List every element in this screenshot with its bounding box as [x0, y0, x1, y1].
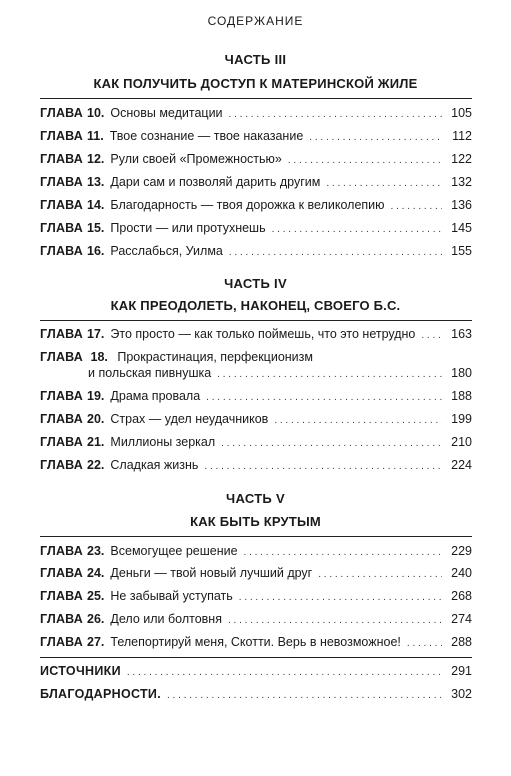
chapter-number: 18. [90, 350, 108, 364]
dot-leader [127, 666, 442, 680]
page-number: 136 [451, 198, 472, 212]
toc-entry[interactable] [40, 542, 472, 560]
chapter-number: 15. [87, 221, 105, 235]
chapter-number: 14. [87, 198, 105, 212]
toc-entry[interactable] [40, 325, 472, 343]
page-number: 132 [451, 175, 472, 189]
dot-leader [228, 614, 442, 628]
chapter-title-continuation: и польская пивнушка [88, 366, 212, 380]
chapter-title: Благодарность — твоя дорожка к великолепию [110, 198, 385, 212]
divider [40, 320, 472, 321]
toc-entry[interactable] [40, 150, 472, 168]
divider [40, 536, 472, 537]
page-number: 145 [451, 221, 472, 235]
chapter-title: Миллионы зеркал [110, 435, 216, 449]
dot-leader [206, 391, 442, 405]
toc-entry[interactable] [40, 564, 472, 582]
page-number: 188 [451, 389, 472, 403]
toc-entry[interactable] [40, 196, 472, 214]
chapter-label: ГЛАВА [40, 612, 84, 626]
chapter-title: Дело или болтовня [110, 612, 222, 626]
chapter-label: ГЛАВА [40, 175, 84, 189]
dot-leader [221, 437, 442, 451]
dot-leader [407, 637, 442, 651]
dot-leader [167, 689, 442, 703]
chapter-label: ГЛАВА [40, 350, 84, 364]
part-subtitle: КАК БЫТЬ КРУТЫМ [190, 514, 321, 529]
dot-leader [244, 546, 442, 560]
chapter-label: ГЛАВА [40, 129, 84, 143]
page-number: 224 [451, 458, 472, 472]
page-number: 180 [451, 366, 472, 380]
chapter-title: Прости — или протухнешь [110, 221, 266, 235]
divider [40, 657, 472, 658]
toc-entry[interactable] [40, 633, 472, 651]
chapter-number: 26. [87, 612, 105, 626]
toc-entry[interactable] [40, 410, 472, 428]
chapter-title: Всемогущее решение [110, 544, 238, 558]
toc-entry[interactable] [40, 610, 472, 628]
dot-leader [239, 591, 442, 605]
chapter-number: 20. [87, 412, 105, 426]
chapter-number: 27. [87, 635, 105, 649]
toc-backmatter-acknowledgements[interactable] [40, 685, 472, 703]
chapter-label: ГЛАВА [40, 566, 84, 580]
page-number: 274 [451, 612, 472, 626]
dot-leader [229, 246, 442, 260]
dot-leader [274, 414, 442, 428]
chapter-label: ГЛАВА [40, 458, 84, 472]
toc-entry[interactable] [40, 173, 472, 191]
chapter-title: Драма провала [110, 389, 201, 403]
toc-entry-continuation[interactable] [40, 364, 472, 382]
page-number: 210 [451, 435, 472, 449]
chapter-title: Рули своей «Промежностью» [110, 152, 282, 166]
chapter-title: Телепортируй меня, Скотти. Верь в невозможное! [110, 635, 401, 649]
dot-leader [272, 223, 442, 237]
chapter-label: ГЛАВА [40, 198, 84, 212]
page-number: 291 [451, 664, 472, 678]
dot-leader [217, 368, 442, 382]
chapter-label: ГЛАВА [40, 221, 84, 235]
dot-leader [318, 568, 442, 582]
chapter-title: Деньги — твой новый лучший друг [110, 566, 313, 580]
toc-header: СОДЕРЖАНИЕ [207, 14, 304, 28]
chapter-number: 10. [87, 106, 105, 120]
chapter-title: Не забывай уступать [110, 589, 233, 603]
chapter-label: ГЛАВА [40, 327, 84, 341]
toc-entry[interactable] [40, 433, 472, 451]
chapter-label: ГЛАВА [40, 152, 84, 166]
page-number: 155 [451, 244, 472, 258]
chapter-number: 11. [87, 129, 104, 143]
chapter-number: 13. [87, 175, 105, 189]
dot-leader [391, 200, 442, 214]
page-number: 105 [451, 106, 472, 120]
page-number: 302 [451, 687, 472, 701]
chapter-number: 23. [87, 544, 105, 558]
toc-entry[interactable] [40, 219, 472, 237]
chapter-label: ГЛАВА [40, 106, 84, 120]
toc-entry[interactable] [40, 242, 472, 260]
chapter-label: ГЛАВА [40, 389, 84, 403]
chapter-title: Твое сознание — твое наказание [109, 129, 304, 143]
chapter-label: ГЛАВА [40, 635, 84, 649]
backmatter-label: БЛАГОДАРНОСТИ. [40, 687, 161, 701]
part-subtitle: КАК ПРЕОДОЛЕТЬ, НАКОНЕЦ, СВОЕГО Б.С. [110, 298, 401, 313]
dot-leader [288, 154, 442, 168]
dot-leader [421, 329, 442, 343]
part-subtitle: КАК ПОЛУЧИТЬ ДОСТУП К МАТЕРИНСКОЙ ЖИЛЕ [93, 76, 418, 91]
dot-leader [326, 177, 442, 191]
chapter-title: Основы медитации [110, 106, 223, 120]
chapter-number: 19. [87, 389, 105, 403]
chapter-title: Страх — удел неудачников [110, 412, 269, 426]
page-number: 163 [451, 327, 472, 341]
page-number: 268 [451, 589, 472, 603]
toc-entry[interactable] [40, 387, 472, 405]
chapter-number: 25. [87, 589, 105, 603]
dot-leader [309, 131, 442, 145]
dot-leader [229, 108, 442, 122]
part-title: ЧАСТЬ III [224, 52, 287, 67]
divider [40, 98, 472, 99]
chapter-number: 22. [87, 458, 105, 472]
chapter-number: 12. [87, 152, 105, 166]
dot-leader [204, 460, 442, 474]
chapter-title: Расслабься, Уилма [110, 244, 223, 258]
chapter-number: 16. [87, 244, 105, 258]
chapter-title: Прокрастинация, перфекционизм [117, 350, 313, 364]
chapter-number: 17. [87, 327, 105, 341]
chapter-title: Сладкая жизнь [110, 458, 199, 472]
page-number: 122 [451, 152, 472, 166]
backmatter-label: ИСТОЧНИКИ [40, 664, 121, 678]
page-number: 240 [451, 566, 472, 580]
page-number: 288 [451, 635, 472, 649]
part-title: ЧАСТЬ V [226, 491, 285, 506]
chapter-label: ГЛАВА [40, 589, 84, 603]
chapter-title: Это просто — как только поймешь, что это нетрудно [110, 327, 416, 341]
toc-entry[interactable] [40, 456, 472, 474]
toc-entry[interactable] [40, 127, 472, 145]
chapter-label: ГЛАВА [40, 244, 84, 258]
part-title: ЧАСТЬ IV [224, 276, 287, 291]
toc-entry[interactable] [40, 587, 472, 605]
toc-entry[interactable] [40, 104, 472, 122]
chapter-label: ГЛАВА [40, 435, 84, 449]
chapter-title: Дари сам и позволяй дарить другим [110, 175, 321, 189]
chapter-label: ГЛАВА [40, 412, 84, 426]
toc-backmatter-sources[interactable] [40, 662, 472, 680]
chapter-label: ГЛАВА [40, 544, 84, 558]
page-number: 112 [452, 129, 472, 143]
page-number: 229 [451, 544, 472, 558]
chapter-number: 21. [87, 435, 105, 449]
page-number: 199 [451, 412, 472, 426]
chapter-number: 24. [87, 566, 105, 580]
